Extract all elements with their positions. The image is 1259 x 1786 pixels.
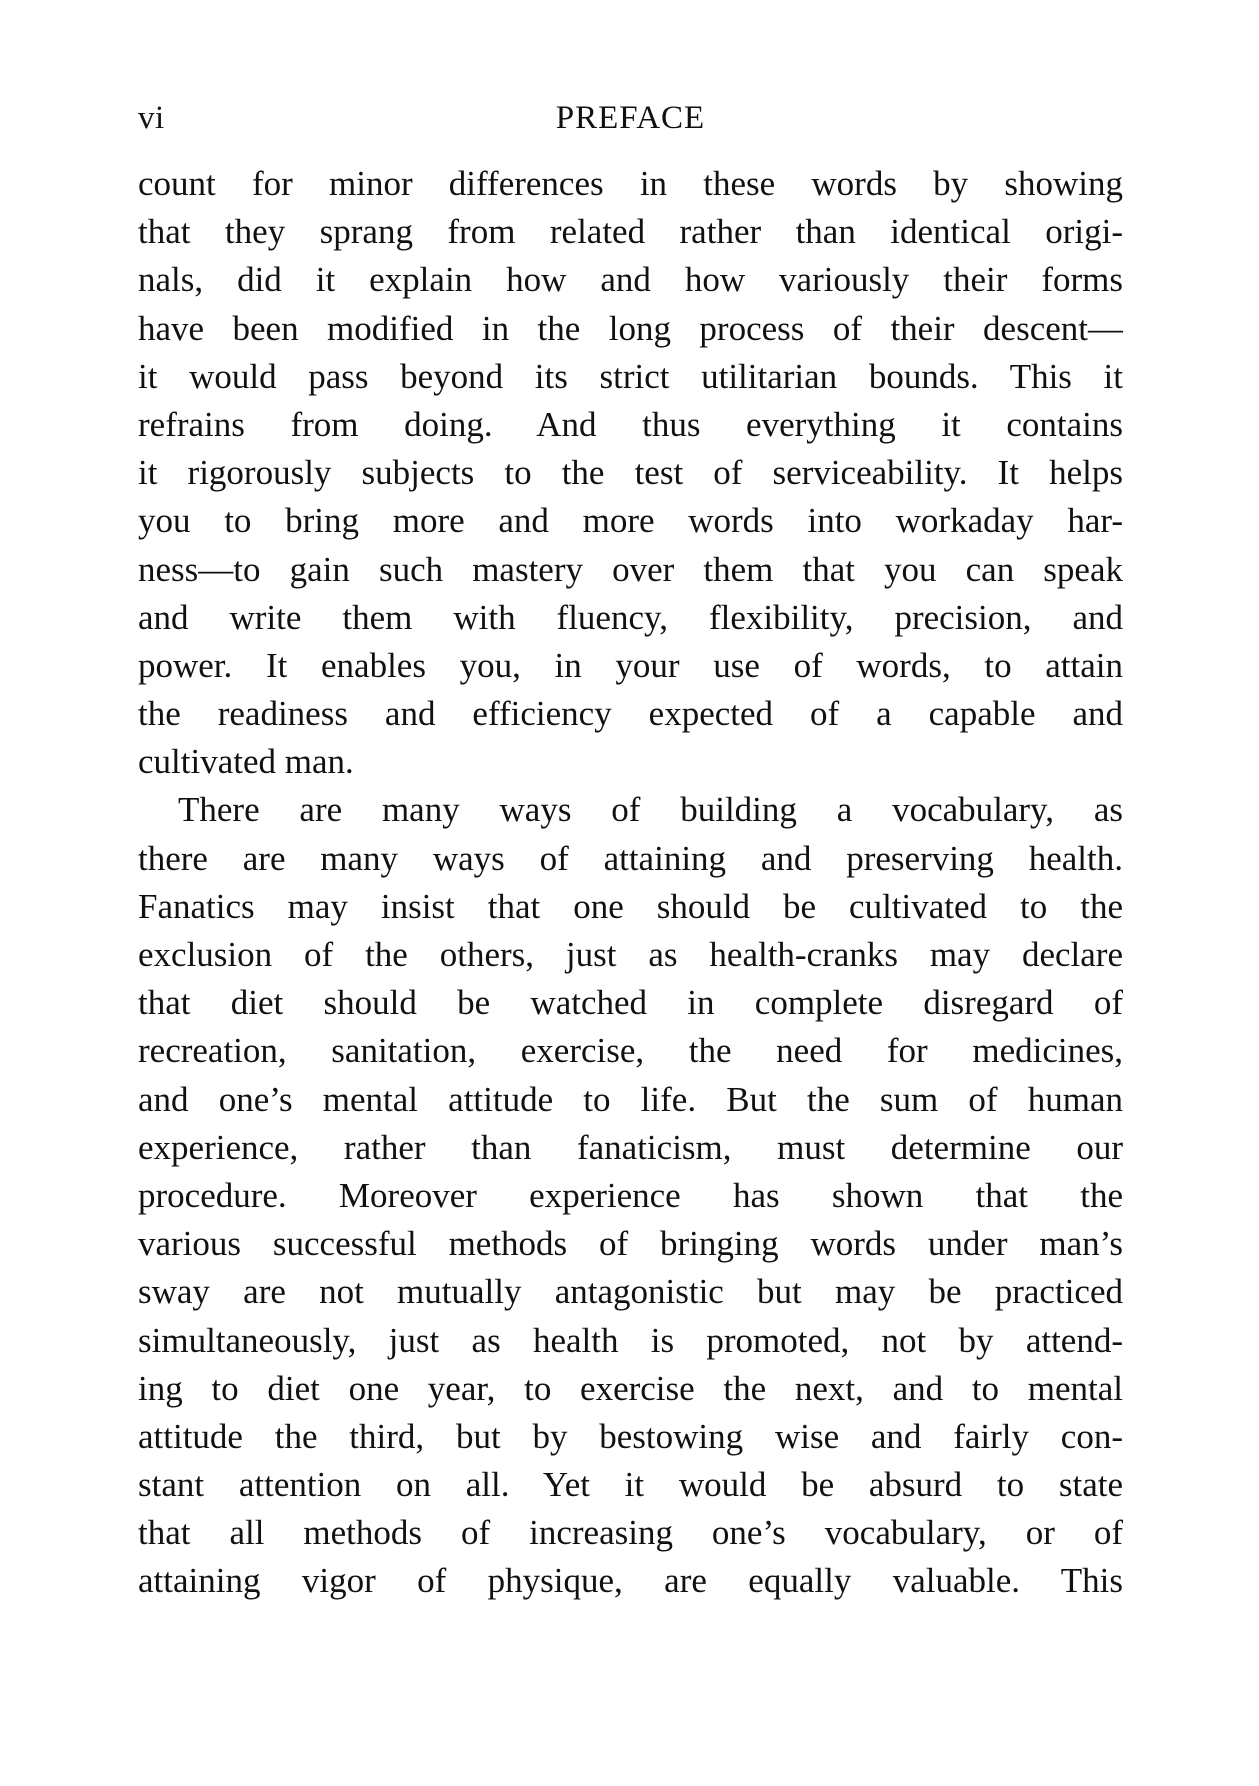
text-line: recreation, sanitation, exercise, the need for medicines,: [138, 1031, 1123, 1071]
text-line: cultivated man.: [138, 742, 354, 782]
text-line: refrains from doing. And thus everything it contains: [138, 404, 1123, 444]
running-head: [138, 96, 1123, 140]
text-line: ness—to gain such mastery over them that you can speak: [138, 549, 1123, 589]
text-line: power. It enables you, in your use of words, to attain: [138, 645, 1123, 685]
text-line: Fanatics may insist that one should be cultivated to the: [138, 886, 1123, 926]
text-line: and one’s mental attitude to life. But the sum of human: [138, 1079, 1123, 1119]
body-text: [138, 160, 1123, 1606]
text-line: There are many ways of building a vocabulary, as: [178, 790, 1123, 830]
text-line: various successful methods of bringing words under man’s: [138, 1224, 1123, 1264]
page-number: vi: [138, 100, 165, 136]
text-line: ing to diet one year, to exercise the next, and to mental: [138, 1368, 1123, 1408]
text-line: procedure. Moreover experience has shown that the: [138, 1175, 1123, 1215]
paragraph-2: [138, 786, 1123, 1605]
text-line: you to bring more and more words into workaday har-: [138, 501, 1123, 541]
text-line: nals, did it explain how and how variously their forms: [138, 260, 1123, 300]
text-line: stant attention on all. Yet it would be absurd to state: [138, 1465, 1123, 1505]
text-line: experience, rather than fanaticism, must determine our: [138, 1127, 1123, 1167]
text-line: simultaneously, just as health is promoted, not by attend-: [138, 1320, 1123, 1360]
text-line: count for minor differences in these words by showing: [138, 164, 1123, 203]
text-line: attitude the third, but by bestowing wise and fairly con-: [138, 1416, 1123, 1456]
text-line: exclusion of the others, just as health-cranks may declare: [138, 935, 1123, 974]
text-line: there are many ways of attaining and preserving health.: [138, 838, 1123, 878]
text-line: have been modified in the long process of their descent—: [138, 308, 1123, 348]
text-line: that they sprang from related rather than identical origi-: [138, 212, 1123, 252]
text-line: that diet should be watched in complete disregard of: [138, 983, 1123, 1023]
paragraph-1: [138, 160, 1123, 786]
text-line: the readiness and efficiency expected of a capable and: [138, 694, 1123, 734]
text-line: it would pass beyond its strict utilitarian bounds. This it: [138, 356, 1123, 396]
text-line: sway are not mutually antagonistic but may be practiced: [138, 1272, 1123, 1312]
text-line: it rigorously subjects to the test of serviceability. It helps: [138, 453, 1123, 493]
text-line: that all methods of increasing one’s vocabulary, or of: [138, 1513, 1123, 1553]
text-line: attaining vigor of physique, are equally valuable. This: [138, 1561, 1123, 1601]
running-title: PREFACE: [555, 100, 706, 136]
text-line: and write them with fluency, flexibility, precision, and: [138, 597, 1123, 637]
